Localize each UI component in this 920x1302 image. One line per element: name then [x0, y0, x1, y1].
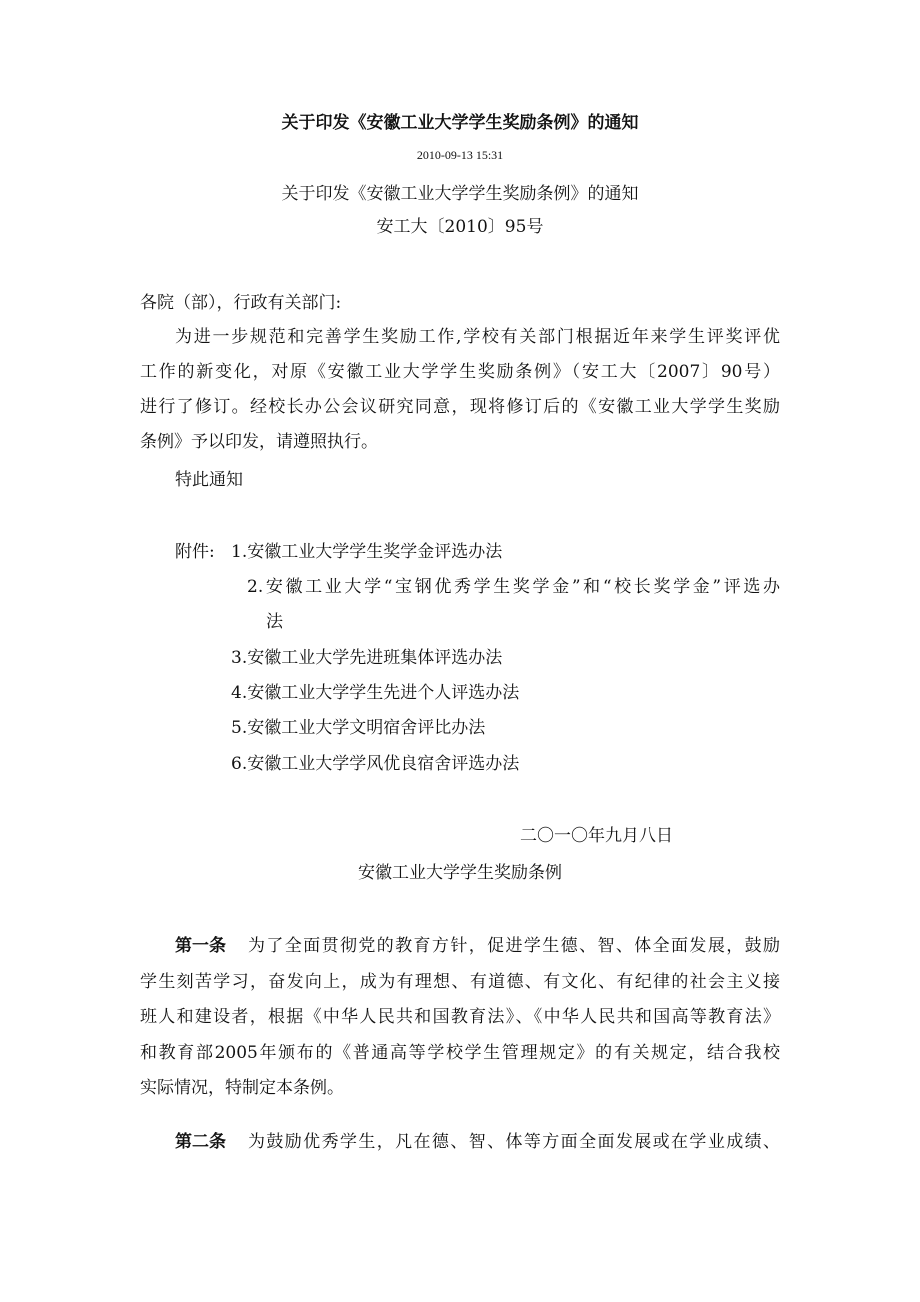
article-1-line: 为了全面贯彻党的教育方针，促进学生德、智、体全面发展，鼓励: [248, 936, 780, 956]
attachment-item: 2.安徽工业大学“宝钢优秀学生奖学金”和“校长奖学金”评选办: [247, 577, 780, 597]
page-title: 关于印发《安徽工业大学学生奖励条例》的通知: [281, 113, 639, 133]
attachment-item: 1.安徽工业大学学生奖学金评选办法: [231, 542, 503, 562]
notice-paragraph-line: 条例》予以印发，请遵照执行。: [140, 432, 378, 452]
article-1-label: 第一条: [175, 936, 226, 956]
article-2-label: 第二条: [175, 1132, 226, 1152]
document-title: 关于印发《安徽工业大学学生奖励条例》的通知: [281, 184, 639, 204]
attachment-item: 4.安徽工业大学学生先进个人评选办法: [231, 683, 520, 703]
regulation-title: 安徽工业大学学生奖励条例: [358, 863, 562, 883]
article-1-line: 班人和建设者，根据《中华人民共和国教育法》、《中华人民共和国高等教育法》: [140, 1007, 780, 1027]
attachment-item-continued: 法: [266, 612, 283, 632]
notice-paragraph-line: 进行了修订。经校长办公会议研究同意，现将修订后的《安徽工业大学学生奖励: [140, 397, 780, 417]
closing-text: 特此通知: [175, 470, 243, 490]
notice-date: 二〇一〇年九月八日: [520, 826, 673, 846]
article-1-line: 和教育部2005年颁布的《普通高等学校学生管理规定》的有关规定，结合我校: [140, 1043, 780, 1063]
attachment-item: 3.安徽工业大学先进班集体评选办法: [231, 648, 503, 668]
article-1-line: 实际情况，特制定本条例。: [140, 1078, 344, 1098]
article-2-line: 为鼓励优秀学生，凡在德、智、体等方面全面发展或在学业成绩、: [248, 1132, 780, 1152]
document-number: 安工大〔2010〕95号: [376, 217, 544, 237]
attachment-item: 6.安徽工业大学学风优良宿舍评选办法: [231, 754, 520, 774]
timestamp: 2010-09-13 15:31: [416, 148, 504, 162]
salutation: 各院（部），行政有关部门:: [140, 293, 342, 313]
attachments-label: 附件:: [175, 542, 215, 562]
article-1-line: 学生刻苦学习，奋发向上，成为有理想、有道德、有文化、有纪律的社会主义接: [140, 972, 780, 992]
notice-paragraph-line: 为进一步规范和完善学生奖励工作,学校有关部门根据近年来学生评奖评优: [175, 327, 780, 347]
attachment-item: 5.安徽工业大学文明宿舍评比办法: [231, 718, 486, 738]
notice-paragraph-line: 工作的新变化，对原《安徽工业大学学生奖励条例》（安工大〔2007〕90号）: [140, 362, 780, 382]
